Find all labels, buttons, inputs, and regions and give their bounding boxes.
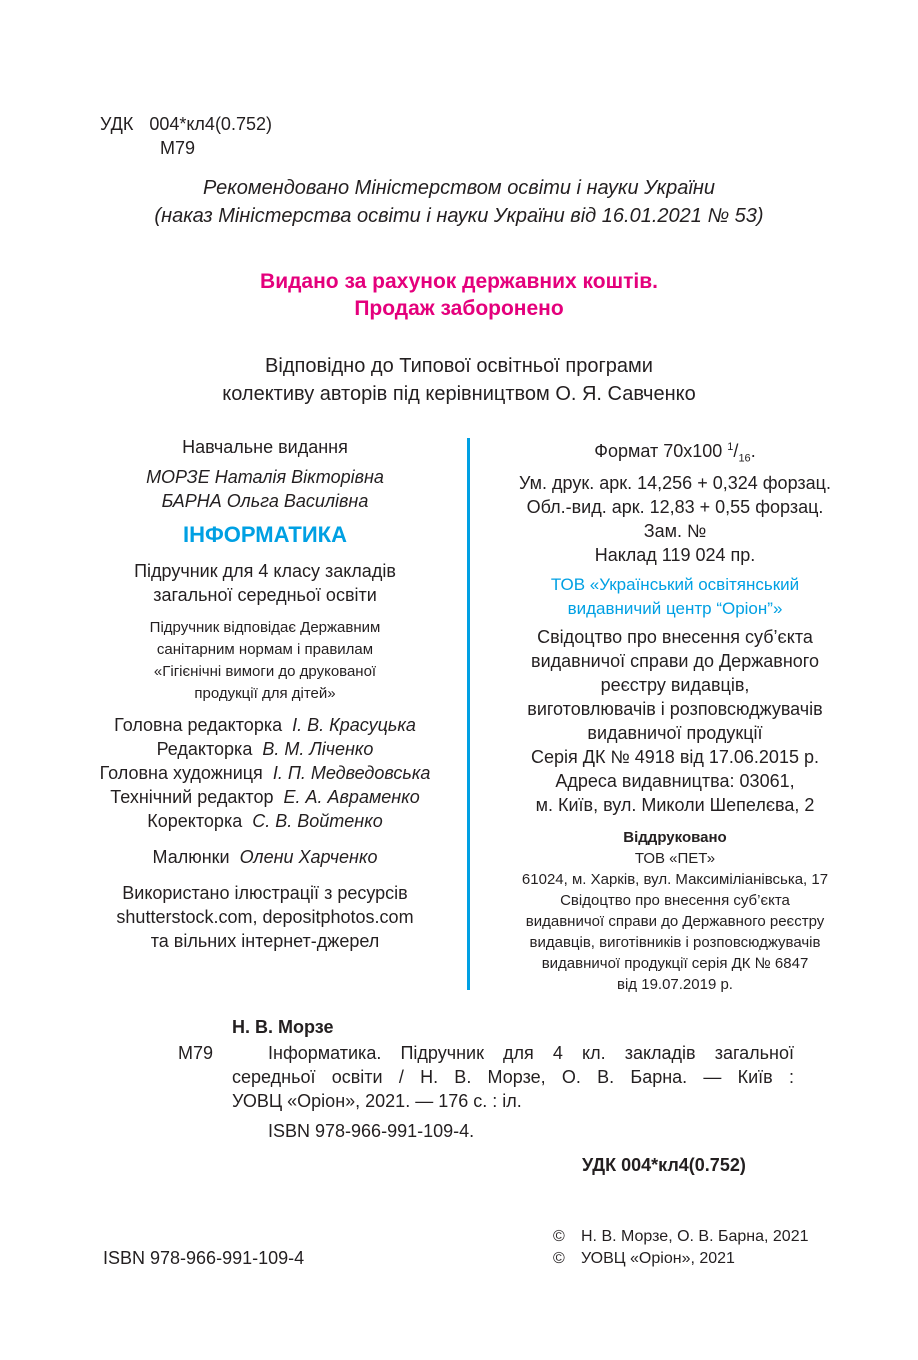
author-list — [70, 465, 460, 513]
biblio-udk: УДК 004*кл4(0.752) — [582, 1155, 746, 1175]
staff-name: В. М. Ліченко — [262, 739, 374, 759]
certificate-line: виготовлювачів і розповсюджувачів — [527, 698, 823, 719]
udk-header — [100, 112, 272, 160]
funding-line-2: Продаж заборонено — [354, 297, 564, 320]
book-title: ІНФОРМАТИКА — [183, 522, 347, 547]
resources-line: Використано ілюстрації з ресурсів — [122, 883, 408, 903]
recommendation-line-2: (наказ Міністерства освіти і науки України від 16.01.2021 № 53) — [154, 205, 764, 227]
image-resources — [70, 881, 460, 953]
copyright-text: УОВЦ «Оріон», 2021 — [581, 1250, 735, 1267]
edition-info-column — [70, 435, 460, 953]
printer-line: Свідоцтво про внесення суб’єкта — [560, 891, 790, 909]
funding-notice — [0, 268, 918, 322]
certificate-line: м. Київ, вул. Миколи Шепелєва, 2 — [535, 794, 815, 815]
staff-row — [70, 713, 460, 737]
printer-line: видавничої справи до Державного реєстру — [525, 912, 825, 930]
staff-name: Е. А. Авраменко — [283, 787, 420, 807]
format-denominator: 16 — [738, 452, 751, 465]
hygiene-compliance — [70, 617, 460, 705]
textbook-line: загальної середньої освіти — [153, 585, 377, 605]
biblio-description — [232, 1041, 794, 1113]
staff-row — [70, 809, 460, 833]
certificate-line: Адреса видавництва: 03061, — [555, 770, 795, 791]
printer-line: видавничої продукції серія ДК № 6847 — [541, 954, 809, 972]
copyright-block — [553, 1226, 809, 1270]
biblio-line: УОВЦ «Оріон», 2021. — 176 с. : іл. — [232, 1091, 522, 1111]
publisher-name — [480, 573, 870, 621]
illustrator-label: Малюнки — [152, 847, 230, 867]
biblio-line: Інформатика. Підручник для 4 кл. закладів загальної — [268, 1043, 794, 1063]
copyright-line — [553, 1226, 809, 1248]
hygiene-line: Підручник відповідає Державним — [149, 619, 381, 636]
copyright-text: Н. В. Морзе, О. В. Барна, 2021 — [581, 1228, 809, 1245]
staff-row — [70, 785, 460, 809]
biblio-isbn: ISBN 978-966-991-109-4. — [268, 1121, 475, 1141]
certificate-line: Серія ДК № 4918 від 17.06.2015 р. — [531, 746, 819, 767]
udk-label: УДК — [100, 114, 134, 134]
ministry-recommendation — [0, 174, 918, 230]
author-name: БАРНА Ольга Василівна — [161, 491, 369, 511]
copyright-icon: © — [553, 1228, 565, 1245]
illustrator-name: Олени Харченко — [239, 847, 378, 867]
publisher-certificate — [480, 625, 870, 817]
illustrator — [70, 845, 460, 869]
author-mark: М79 — [160, 138, 196, 158]
order-number: Зам. № — [643, 520, 707, 541]
program-line-2: колективу авторів під керівництвом О. Я. Савченко — [222, 383, 696, 405]
publisher-line: видавничий центр “Оріон”» — [567, 598, 783, 618]
staff-role: Коректорка — [147, 811, 243, 831]
biblio-mark: М79 — [178, 1043, 214, 1063]
recommendation-line-1: Рекомендовано Міністерством освіти і науки України — [203, 177, 715, 199]
textbook-line: Підручник для 4 класу закладів — [134, 561, 396, 581]
staff-role: Головна художниця — [99, 763, 263, 783]
staff-role: Редакторка — [156, 739, 253, 759]
staff-row — [70, 737, 460, 761]
print-run: Наклад 119 024 пр. — [594, 544, 756, 565]
sheets-line: Обл.-вид. арк. 12,83 + 0,55 форзац. — [526, 496, 824, 517]
resources-line: та вільних інтернет-джерел — [150, 931, 380, 951]
staff-role: Головна редакторка — [114, 715, 283, 735]
print-specs — [480, 435, 870, 567]
hygiene-line: санітарним нормам і правилам — [156, 641, 374, 658]
resources-line: shutterstock.com, depositphotos.com — [116, 907, 414, 927]
textbook-description — [70, 559, 460, 607]
staff-name: І. В. Красуцька — [292, 715, 416, 735]
edition-type: Навчальне видання — [182, 437, 348, 457]
print-info-column — [480, 435, 870, 995]
sheets-line: Ум. друк. арк. 14,256 + 0,324 форзац. — [519, 472, 831, 493]
printer-line: 61024, м. Харків, вул. Максиміліанівська, 17 — [521, 870, 829, 888]
copyright-icon: © — [553, 1250, 565, 1267]
program-line-1: Відповідно до Типової освітньої програми — [265, 355, 653, 377]
biblio-line: середньої освіти / Н. В. Морзе, О. В. Барна. — Київ : — [232, 1067, 794, 1087]
hygiene-line: продукції для дітей» — [194, 685, 336, 702]
program-note — [0, 352, 918, 408]
isbn-number: ISBN 978-966-991-109-4 — [103, 1248, 305, 1268]
format-label: Формат 70х100 — [594, 441, 723, 461]
format-line: Формат 70х100 $^1/_{16}$. — [594, 441, 756, 465]
printer-line: ТОВ «ПЕТ» — [634, 849, 716, 867]
udk-code: 004*кл4(0.752) — [149, 114, 272, 134]
printer-line: видавців, виготівників і розповсюджувачів — [529, 933, 821, 951]
staff-name: І. П. Медведовська — [272, 763, 431, 783]
editorial-staff — [70, 713, 460, 833]
funding-line-1: Видано за рахунок державних коштів. — [260, 270, 658, 293]
author-name: МОРЗЕ Наталія Вікторівна — [146, 467, 384, 487]
certificate-line: видавничої продукції — [587, 722, 763, 743]
column-divider — [467, 438, 470, 990]
staff-name: С. В. Войтенко — [252, 811, 383, 831]
printer-info — [480, 827, 870, 995]
publisher-line: ТОВ «Український освітянський — [550, 574, 800, 594]
certificate-line: видавничої справи до Державного — [531, 650, 819, 671]
certificate-line: Свідоцтво про внесення суб’єкта — [537, 626, 813, 647]
printed-heading: Віддруковано — [623, 828, 727, 846]
copyright-line — [553, 1248, 809, 1270]
biblio-author: Н. В. Морзе — [232, 1017, 334, 1037]
format-numerator: 1 — [727, 441, 734, 453]
certificate-line: реєстру видавців, — [600, 674, 750, 695]
staff-row — [70, 761, 460, 785]
hygiene-line: «Гігієнічні вимоги до друкованої — [153, 663, 377, 680]
staff-role: Технічний редактор — [110, 787, 274, 807]
printer-line: від 19.07.2019 р. — [617, 975, 733, 993]
